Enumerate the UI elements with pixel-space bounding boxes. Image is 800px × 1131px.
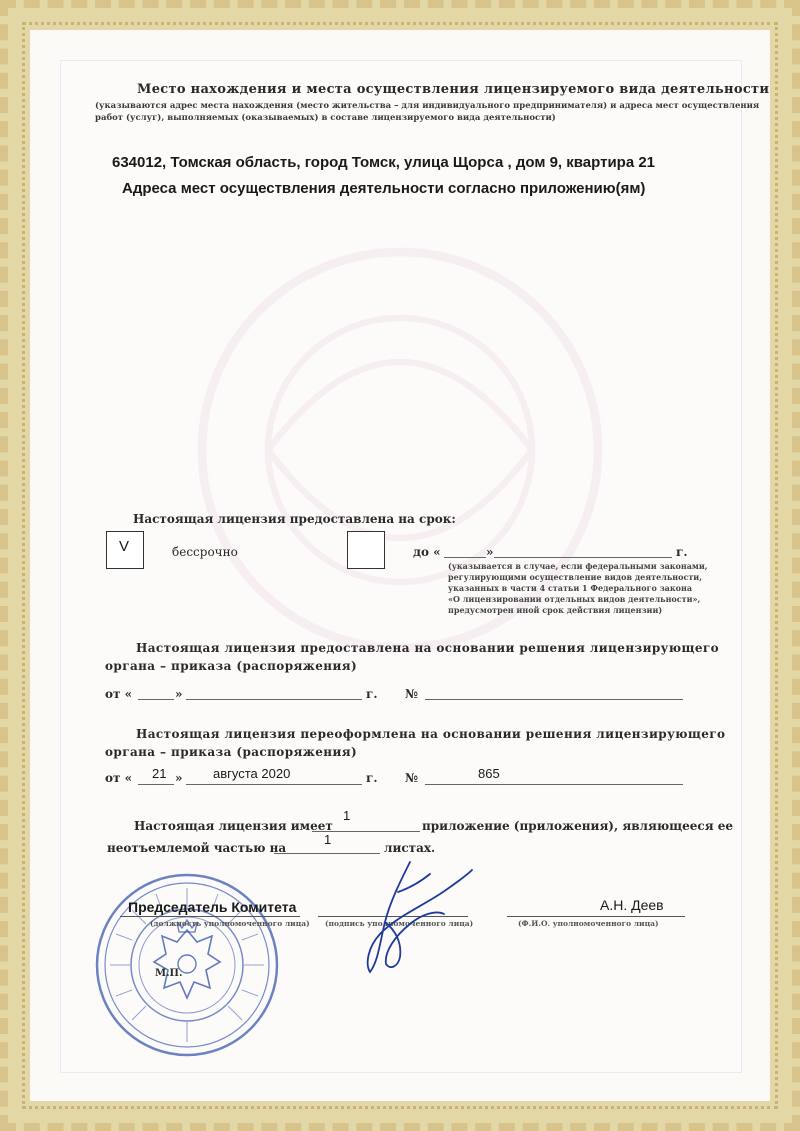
signatory-name: А.Н. Деев <box>600 897 664 913</box>
term-note-1: (указывается в случае, если федеральными законами, <box>448 561 708 571</box>
until-mid: » <box>486 545 494 559</box>
until-date-line <box>494 557 672 558</box>
name-label: (Ф.И.О. уполномоченного лица) <box>518 919 659 928</box>
granted-line2: органа – приказа (распоряжения) <box>105 659 358 673</box>
granted-day-line <box>138 699 174 700</box>
appendix-line2-suffix: листах. <box>384 841 436 855</box>
term-label: Настоящая лицензия предоставлена на срок: <box>133 512 456 526</box>
position-label: (должность уполномоченного лица) <box>150 919 310 928</box>
granted-date-line <box>186 699 362 700</box>
reissued-quote-close: » <box>175 771 183 785</box>
granted-number-label: № <box>405 687 419 701</box>
unlimited-label: бессрочно <box>172 545 238 559</box>
term-note-3: указанных в части 4 статьи 1 Федерального закона <box>448 583 693 593</box>
granted-quote-close: » <box>175 687 183 701</box>
header-title: Место нахождения и места осуществления лицензируемого вида деятельности <box>137 82 770 97</box>
position-line <box>120 916 300 917</box>
signature-label: (подпись уполномоченного лица) <box>325 919 474 928</box>
handwritten-signature <box>340 852 480 982</box>
granted-year-suffix: г. <box>366 687 378 701</box>
reissued-day: 21 <box>152 766 167 781</box>
reissued-year-suffix: г. <box>366 771 378 785</box>
name-line <box>507 916 685 917</box>
appendix-line1-prefix: Настоящая лицензия имеет <box>134 819 333 833</box>
granted-line1: Настоящая лицензия предоставлена на основании решения лицензирующего <box>136 641 720 655</box>
appendix-count: 1 <box>343 808 351 823</box>
term-note-4: «О лицензировании отдельных видов деятельности», <box>448 594 701 604</box>
reissued-from-prefix: от « <box>105 771 133 785</box>
granted-number-line <box>425 699 683 700</box>
reissued-line1: Настоящая лицензия переоформлена на основании решения лицензирующего <box>136 727 726 741</box>
term-note-2: регулирующими осуществление видов деятельности, <box>448 572 703 582</box>
reissued-number-line <box>425 784 683 785</box>
until-day-line <box>444 557 486 558</box>
header-note-line1: (указываются адрес места нахождения (место жительства – для индивидуального предпринимателя) и адреса мест осуществления <box>95 101 760 111</box>
reissued-date-line <box>186 784 362 785</box>
appendix-line2-prefix: неотъемлемой частью на <box>107 841 287 855</box>
seal-place-mark: М.П. <box>155 968 183 979</box>
until-checkbox[interactable] <box>347 531 385 569</box>
until-prefix: до « <box>413 545 441 559</box>
reissued-month-year: августа 2020 <box>213 766 291 781</box>
reissued-day-line <box>138 784 174 785</box>
signatory-position: Председатель Комитета <box>128 899 297 915</box>
unlimited-checkbox[interactable] <box>106 531 144 569</box>
reissued-line2: органа – приказа (распоряжения) <box>105 745 358 759</box>
checkbox-mark: V <box>119 538 130 555</box>
granted-from-prefix: от « <box>105 687 133 701</box>
address-main: 634012, Томская область, город Томск, улица Щорса , дом 9, квартира 21 <box>112 154 656 171</box>
appendix-sheets: 1 <box>324 832 332 847</box>
reissued-number: 865 <box>478 766 500 781</box>
term-note-5: предусмотрен иной срок действия лицензии) <box>448 605 663 615</box>
header-note-line2: работ (услуг), выполняемых (оказываемых) в составе лицензируемого вида деятельности) <box>95 113 556 123</box>
until-year-suffix: г. <box>676 545 688 559</box>
address-places: Адреса мест осуществления деятельности согласно приложению(ям) <box>122 180 646 197</box>
reissued-number-label: № <box>405 771 419 785</box>
appendix-line1-suffix: приложение (приложения), являющееся ее <box>422 819 734 833</box>
